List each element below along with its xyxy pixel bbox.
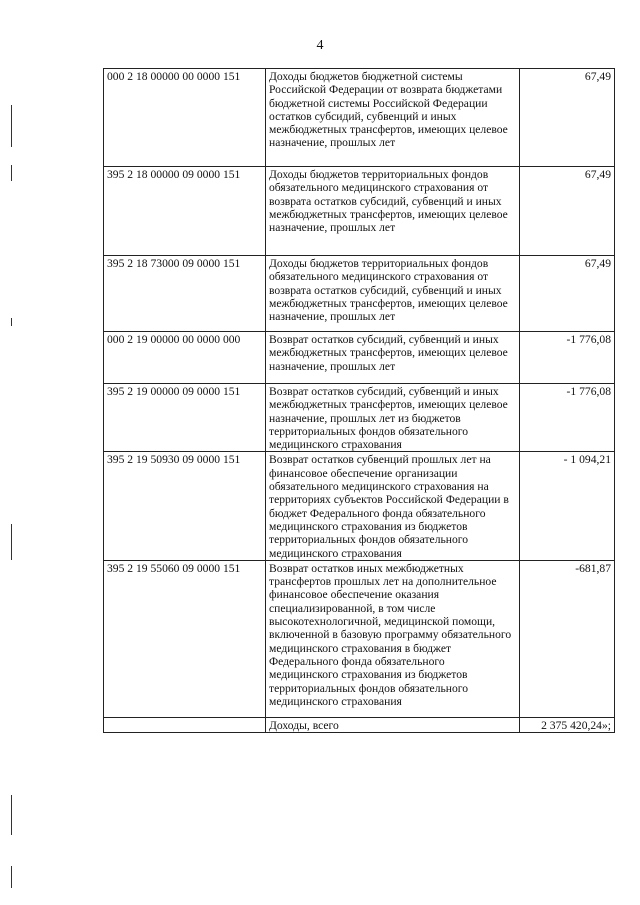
revenue-name: Возврат остатков субсидий, субвенций и иных межбюджетных трансфертов, имеющих целевое назначение, прошлых лет из бюджетов территориальных фондов обязательного медицинского страхования [266,384,520,452]
table-row [104,452,615,560]
revenue-name: Возврат остатков субсидий, субвенций и иных межбюджетных трансфертов, имеющих целевое назначение, прошлых лет [266,332,520,384]
budget-code: 395 2 19 55060 09 0000 151 [104,560,266,717]
revenue-name: Возврат остатков иных межбюджетных трансфертов прошлых лет на дополнительное финансовое обеспечение оказания специализированной, в том числе высокотехнологичной, медицинской помощи, включенной в базовую программу обязательного медицинского страхования в бюджет Федерального фонда обязательного медицинского страхования из бюджетов территориальных фондов обязательного медицинского страхования [266,560,520,717]
budget-code: 395 2 19 00000 09 0000 151 [104,384,266,452]
total-row [104,717,615,732]
budget-code: 000 2 19 00000 00 0000 000 [104,332,266,384]
budget-code: 000 2 18 00000 00 0000 151 [104,69,266,167]
page-number: 4 [316,38,324,53]
total-empty-cell [104,717,266,732]
amount: - 1 094,21 [520,452,615,560]
revenue-name: Доходы бюджетов территориальных фондов обязательного медицинского страхования от возврата остатков субсидий, субвенций и иных межбюджетных трансфертов, имеющих целевое назначение, прошлых лет [266,167,520,256]
amount: 67,49 [520,167,615,256]
budget-code: 395 2 18 00000 09 0000 151 [104,167,266,256]
amount: 67,49 [520,256,615,332]
scan-artifact [11,795,12,835]
revenue-name: Доходы бюджетов бюджетной системы Российской Федерации от возврата бюджетами бюджетной системы Российской Федерации остатков субсидий, субвенций и иных межбюджетных трансфертов, имеющих целевое назначение, прошлых лет [266,69,520,167]
amount: 67,49 [520,69,615,167]
scan-artifact [11,318,12,326]
table-row [104,332,615,384]
table-row [104,560,615,717]
scan-artifact [11,165,12,181]
amount: -1 776,08 [520,384,615,452]
amount: -681,87 [520,560,615,717]
budget-code: 395 2 19 50930 09 0000 151 [104,452,266,560]
table-row [104,384,615,452]
table-row [104,256,615,332]
revenue-name: Возврат остатков субвенций прошлых лет на финансовое обеспечение организации обязательного медицинского страхования на территориях субъектов Российской Федерации в бюджет Федерального фонда обязательного медицинского страхования из бюджетов территориальных фондов обязательного медицинского страхования [266,452,520,560]
table-row [104,167,615,256]
total-label: Доходы, всего [266,717,520,732]
table-row [104,69,615,167]
revenue-name: Доходы бюджетов территориальных фондов обязательного медицинского страхования от возврата остатков субсидий, субвенций и иных межбюджетных трансфертов, имеющих целевое назначение, прошлых лет [266,256,520,332]
total-amount: 2 375 420,24»; [520,717,615,732]
budget-code: 395 2 18 73000 09 0000 151 [104,256,266,332]
scan-artifact [11,866,12,888]
scan-artifact [11,524,12,560]
scan-artifact [11,105,12,147]
amount: -1 776,08 [520,332,615,384]
budget-revenue-table [103,68,615,733]
